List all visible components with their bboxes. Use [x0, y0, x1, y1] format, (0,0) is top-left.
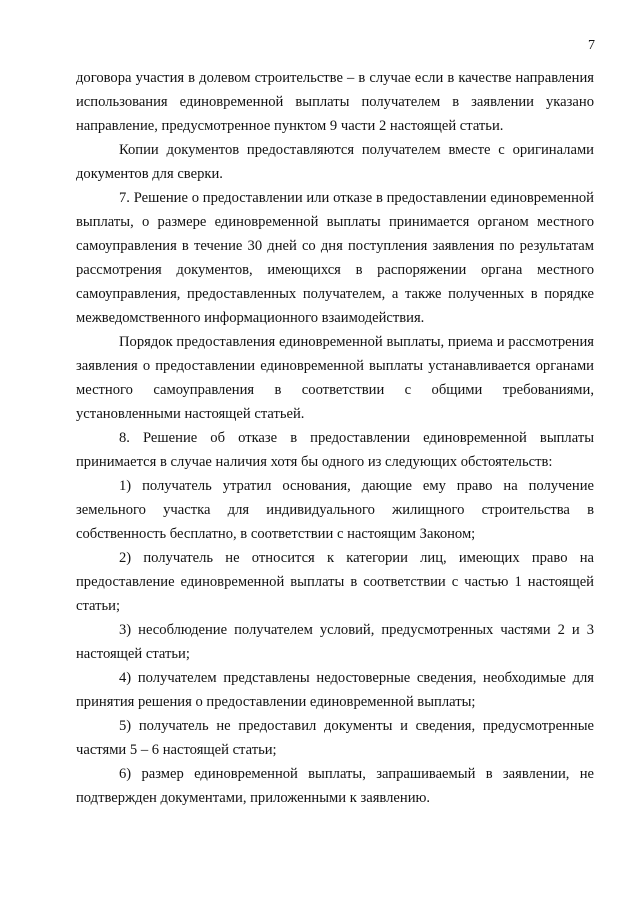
paragraph-contract-clause: договора участия в долевом строительстве – в случае если в качестве направления использования единовременной выплаты получателем в заявлении указано направление, предусмотренное пунктом 9 части 2 настоящей статьи. [76, 70, 594, 134]
paragraph-section-8: 8. Решение об отказе в предоставлении единовременной выплаты принимается в случае наличия хотя бы одного из следующих обстоятельств: [76, 430, 594, 470]
paragraph-procedure: Порядок предоставления единовременной выплаты, приема и рассмотрения заявления о предоставлении единовременной выплаты устанавливается органами местного самоуправления в соответствии с общими требованиями, установленными настоящей статьей. [76, 334, 594, 422]
document-body [76, 66, 594, 810]
paragraph-document-copies: Копии документов предоставляются получателем вместе с оригиналами документов для сверки. [76, 142, 594, 182]
list-item-1: 1) получатель утратил основания, дающие ему право на получение земельного участка для индивидуального жилищного строительства в собственность бесплатно, в соответствии с настоящим Законом; [76, 478, 594, 542]
list-item-2: 2) получатель не относится к категории лиц, имеющих право на предоставление единовременной выплаты в соответствии с частью 1 настоящей статьи; [76, 550, 594, 614]
list-item-3: 3) несоблюдение получателем условий, предусмотренных частями 2 и 3 настоящей статьи; [76, 622, 594, 662]
page-number: 7 [588, 38, 595, 53]
list-item-4: 4) получателем представлены недостоверные сведения, необходимые для принятия решения о предоставлении единовременной выплаты; [76, 670, 594, 710]
paragraph-section-7: 7. Решение о предоставлении или отказе в предоставлении единовременной выплаты, о размере единовременной выплаты принимается органом местного самоуправления в течение 30 дней со дня поступления заявления по результатам рассмотрения документов, имеющихся в распоряжении органа местного самоуправления, предоставленных получателем, а также полученных в порядке межведомственного информационного взаимодействия. [76, 190, 594, 326]
list-item-5: 5) получатель не предоставил документы и сведения, предусмотренные частями 5 – 6 настоящей статьи; [76, 718, 594, 758]
list-item-6: 6) размер единовременной выплаты, запрашиваемый в заявлении, не подтвержден документами, приложенными к заявлению. [76, 766, 594, 806]
